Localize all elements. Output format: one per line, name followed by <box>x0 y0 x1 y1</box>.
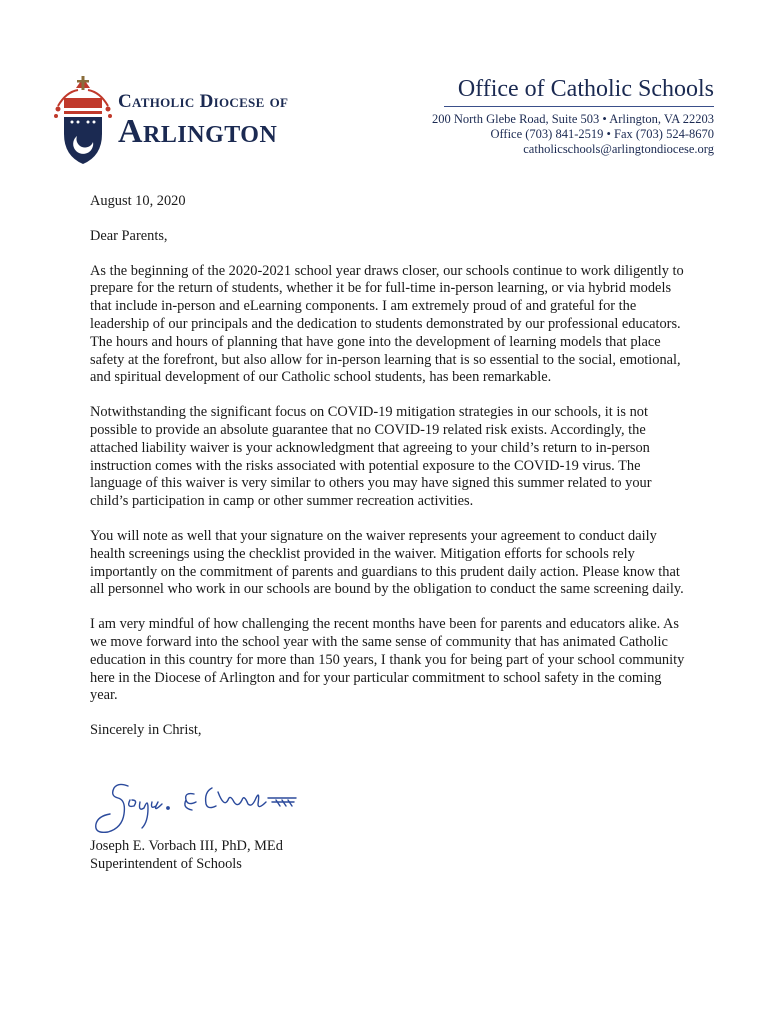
letter-paragraph-1: As the beginning of the 2020-2021 school year draws closer, our schools continue to work diligently to prepare for the return of students, whether it be for full-time in-person learning, or via hybrid models that include in-person and eLearning components. I am extremely proud of and grateful for the leadership of our principals and the dedication to students demonstrated by our professional educators. The hours and hours of planning that have gone into the development of learning models that place safety at the forefront, but also allow for in-person learning that is so essential to the social, emotional, and spiritual development of our Catholic school students, has been remarkable. <box>90 262 684 386</box>
org-name-line2: Arlington <box>118 113 278 150</box>
letter-paragraph-4: I am very mindful of how challenging the recent months have been for parents and educators alike. As we move forward into the school year with the same sense of community that has animated Catholic education in this country for more than 150 years, I thank you for being part of your school community here in the Diocese of Arlington and for your particular commitment to school safety in the coming year. <box>90 616 685 704</box>
letter-closing: Sincerely in Christ, <box>90 722 202 739</box>
signer-block <box>90 838 283 874</box>
signer-title: Superintendent of Schools <box>90 855 242 872</box>
office-address: 200 North Glebe Road, Suite 503 • Arlington, VA 22203 <box>431 112 714 126</box>
office-title: Office of Catholic Schools <box>457 76 714 102</box>
office-phone-fax: Office (703) 841-2519 • Fax (703) 524-8670 <box>490 127 714 141</box>
signer-name: Joseph E. Vorbach III, PhD, MEd <box>90 838 283 854</box>
letter-salutation: Dear Parents, <box>90 227 168 244</box>
org-name-line1: Catholic Diocese of <box>118 91 289 112</box>
diocese-seal-icon <box>52 76 114 166</box>
office-email: catholicschools@arlingtondiocese.org <box>523 142 714 156</box>
letter-body <box>90 193 690 740</box>
header-divider <box>444 106 714 107</box>
letter-paragraph-2: Notwithstanding the significant focus on COVID-19 mitigation strategies in our schools, it is not possible to provide an absolute guarantee that no COVID-19 related risk exists. Accordingly, the attached liability waiver is your acknowledgment that agreeing to your child’s return to in-person instruction comes with the risks associated with potential exposure to the COVID-19 virus. The language of this waiver is very similar to others you may have signed this summer related to your child’s participation in camp or other summer recreation activities. <box>90 404 652 510</box>
letter-paragraph-3: You will note as well that your signature on the waiver represents your agreement to conduct daily health screenings using the checklist provided in the waiver. Mitigation efforts for schools rely importantly on the commitment of parents and guardians to this prudent daily action. Please know that all personnel who work in our schools are bound by the obligation to conduct the same screening daily. <box>90 527 684 598</box>
handwritten-signature <box>88 778 308 840</box>
letter-date: August 10, 2020 <box>90 193 186 209</box>
